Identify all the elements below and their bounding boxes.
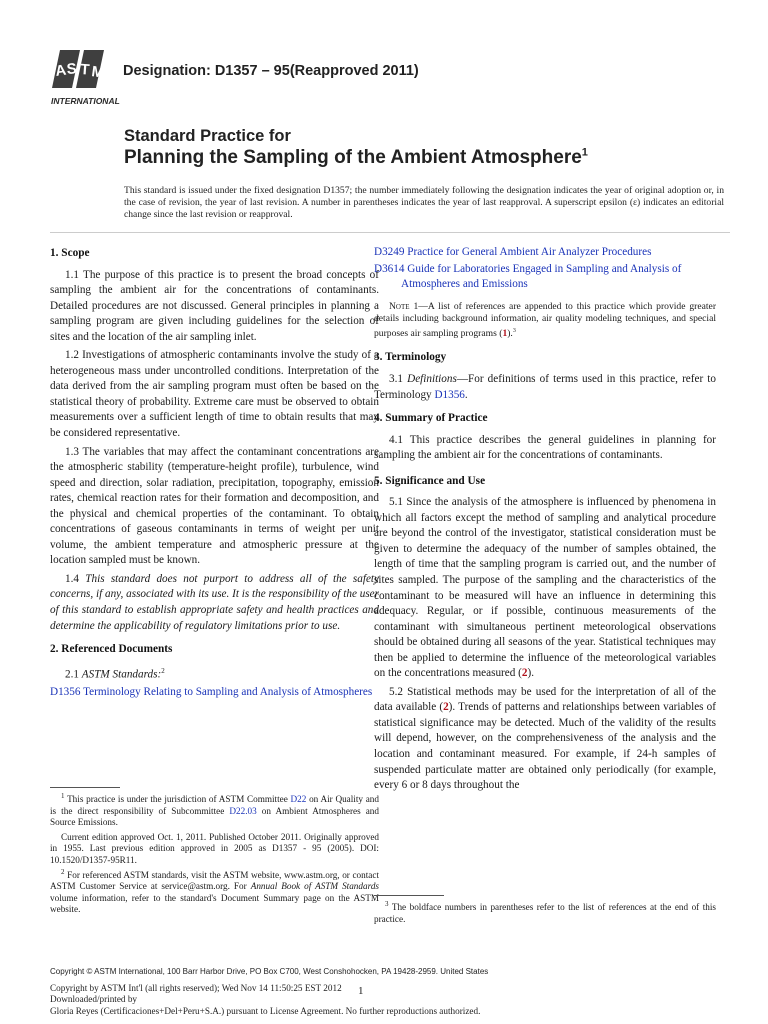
document-title: [124, 126, 724, 170]
astm-logo: [50, 44, 120, 108]
footnote-2: $^2$ For referenced ASTM standards, visit the ASTM website, www.astm.org, or contact ASTM Customer Service at service@astm.org. For Annual Book of ASTM Standards volume information, refer to the standard's Document Summary page on the ASTM website.: [50, 867, 380, 915]
citation-link[interactable]: 2: [443, 701, 449, 714]
reference-title[interactable]: Guide for Laboratories Engaged in Sampling and Analysis of Atmospheres and Emissions: [401, 262, 682, 291]
page-number: 1: [358, 985, 364, 997]
footnote-1: $^1$ This practice is under the jurisdiction of ASTM Committee D22 on Air Quality and is the direct responsibility of Subcommittee D22.03 on Ambient Atmospheres and Source Emissions.: [50, 791, 379, 828]
paragraph-5-1: 5.1 Since the analysis of the atmosphere is influenced by phenomena in which all factors except the method of sampling and analytical procedure are beyond the control of the investigator, statistical consideration must be given to determine the adequacy of the number of samples obtained, the length of time that the sampling program is carried out, and the number of sites sampled. The purpose of the sampling and the characteristics of the contaminant to be measured will have an influence in determining this adequacy. Regular, or if possible, continuous measurements of the contaminant with simultaneous pertinent meteorological observations should be obtained during all seasons of the year. Statistical techniques may then be applied to determine the influence of the meteorological variables on the concentrations measured (2).: [374, 496, 716, 680]
citation-link[interactable]: 1: [502, 328, 508, 340]
note-1: Note 1—A list of references are appended to this practice which provide greater details including background information, air quality modeling techniques, and special purposes air sampling programs (1).$^3$: [374, 300, 717, 340]
designation: Designation: D1357 – 95(Reapproved 2011): [123, 63, 419, 79]
reference-code[interactable]: D3614: [374, 262, 405, 275]
footnote-divider: [374, 895, 444, 896]
subcommittee-link[interactable]: D22.03: [229, 805, 257, 816]
reference-code[interactable]: D1356: [50, 685, 81, 698]
svg-text:A: A: [54, 61, 68, 80]
title-line-2: Planning the Sampling of the Ambient Atmosphere$^1$: [124, 146, 588, 168]
section-heading-summary: 4. Summary of Practice: [374, 412, 488, 425]
reference-d3614[interactable]: [374, 262, 716, 293]
section-heading-scope: 1. Scope: [50, 247, 90, 259]
reference-d1356[interactable]: [50, 685, 379, 701]
footnotes-right: [374, 895, 716, 928]
license-line-1: Copyright by ASTM Int'l (all rights reserved); Wed Nov 14 11:50:25 EST 2012: [50, 982, 342, 993]
svg-text:M: M: [90, 63, 106, 82]
document-header: [50, 44, 730, 108]
title-footnote-mark[interactable]: 1: [581, 146, 588, 159]
paragraph-1-3: 1.3 The variables that may affect the contaminant concentrations are the atmospheric stability (temperature-height profile), turbulence, wind speed and direction, solar radiation, precipitation, topography, emission rates, chemical reaction rates for their formation and decomposition, and the physical and chemical properties of the contaminant. To obtain concentrations of gaseous contaminants in terms of weight per unit volume, the ambient temperature and atmospheric pressure at the location sampled must be known.: [50, 445, 379, 567]
svg-text:S: S: [66, 60, 78, 78]
footnotes-left: [50, 787, 379, 919]
section-heading-referenced-documents: 2. Referenced Documents: [50, 643, 173, 656]
section-heading-terminology: 3. Terminology: [374, 351, 447, 364]
reference-d3249[interactable]: [374, 245, 716, 261]
paragraph-3-1: 3.1 Definitions—For definitions of terms used in this practice, refer to Terminology D1356.: [374, 372, 717, 401]
paragraph-1-4: 1.4 This standard does not purport to address all of the safety concerns, if any, associated with its use. It is the responsibility of the user of this standard to establish appropriate safety and health practices and determine the applicability of regulatory limitations prior to use.: [50, 572, 380, 632]
copyright-line: Copyright © ASTM International, 100 Barr Harbor Drive, PO Box C700, West Conshohocken, PA 19428-2959. United States: [50, 967, 489, 976]
right-column: [374, 245, 716, 797]
citation-link[interactable]: 2: [521, 667, 528, 680]
reference-title[interactable]: Practice for General Ambient Air Analyzer Procedures: [407, 246, 652, 258]
svg-text:INTERNATIONAL: INTERNATIONAL: [51, 96, 120, 106]
paragraph-5-2: 5.2 Statistical methods may be used for the interpretation of all of the data available (2). Trends of patterns and relationships between variables of statistical significance may be detected. Much of the validity of the results will depend, however, on the comprehensiveness of the analysis and the location and contaminant measured. For example, if 24-h samples of suspended particulate matter are obtained only periodically (for example, every 6 or 8 days throughout the: [374, 685, 716, 792]
section-heading-significance: 5. Significance and Use: [374, 474, 486, 487]
reference-title[interactable]: Terminology Relating to Sampling and Analysis of Atmospheres: [83, 685, 373, 698]
paragraph-4-1: 4.1 This practice describes the general guidelines in planning for sampling the ambient air for the concentrations of contaminants.: [374, 433, 716, 462]
paragraph-2-1: 2.1 ASTM Standards:$^2$: [65, 666, 165, 681]
license-line-3: Gloria Reyes (Certificaciones+Del+Peru+S.A.) pursuant to License Agreement. No further reproductions authorized.: [50, 1005, 481, 1016]
standard-designation-note: This standard is issued under the fixed designation D1357; the number immediately following the designation indicates the year of original adoption or, in the case of revision, the year of last revision. A number in parentheses indicates the year of last reapproval. A superscript epsilon (ε) indicates an editorial change since the last revision or reapproval.: [124, 185, 724, 221]
reference-code[interactable]: D3249: [374, 246, 405, 258]
terminology-link[interactable]: D1356: [434, 388, 465, 401]
left-column: [50, 244, 379, 702]
license-line-2: Downloaded/printed by: [50, 994, 138, 1004]
title-line-1: Standard Practice for: [124, 127, 291, 145]
footnote-divider: [50, 787, 120, 788]
footnote-1-edition: Current edition approved Oct. 1, 2011. Published October 2011. Originally approved in 1955. Last previous edition approved in 2005 as D1357 - 95 (2005). DOI: 10.1520/D1357-95R11.: [50, 831, 379, 865]
header-divider: [50, 232, 730, 233]
page-footer: [50, 966, 740, 1017]
paragraph-1-1: 1.1 The purpose of this practice is to present the broad concepts of sampling the ambient air for the concentrations of contaminants. Detailed procedures are not discussed. General principles in planning a sampling program are given including guidelines for the selection of sites and the location of the air sampling inlet.: [50, 268, 379, 343]
svg-text:T: T: [79, 61, 91, 79]
committee-link[interactable]: D22: [290, 794, 307, 804]
paragraph-1-2: 1.2 Investigations of atmospheric contaminants involve the study of a heterogeneous mass under uncontrolled conditions. Interpretation of the data derived from the air sampling program must often be based on the statistical theory of probability. Extreme care must be observed to obtain measurements over a sufficient length of time to obtain results that may be considered representative.: [50, 349, 379, 440]
footnote-3: $^3$ The boldface numbers in parentheses refer to the list of references at the end of this practice.: [374, 899, 716, 924]
